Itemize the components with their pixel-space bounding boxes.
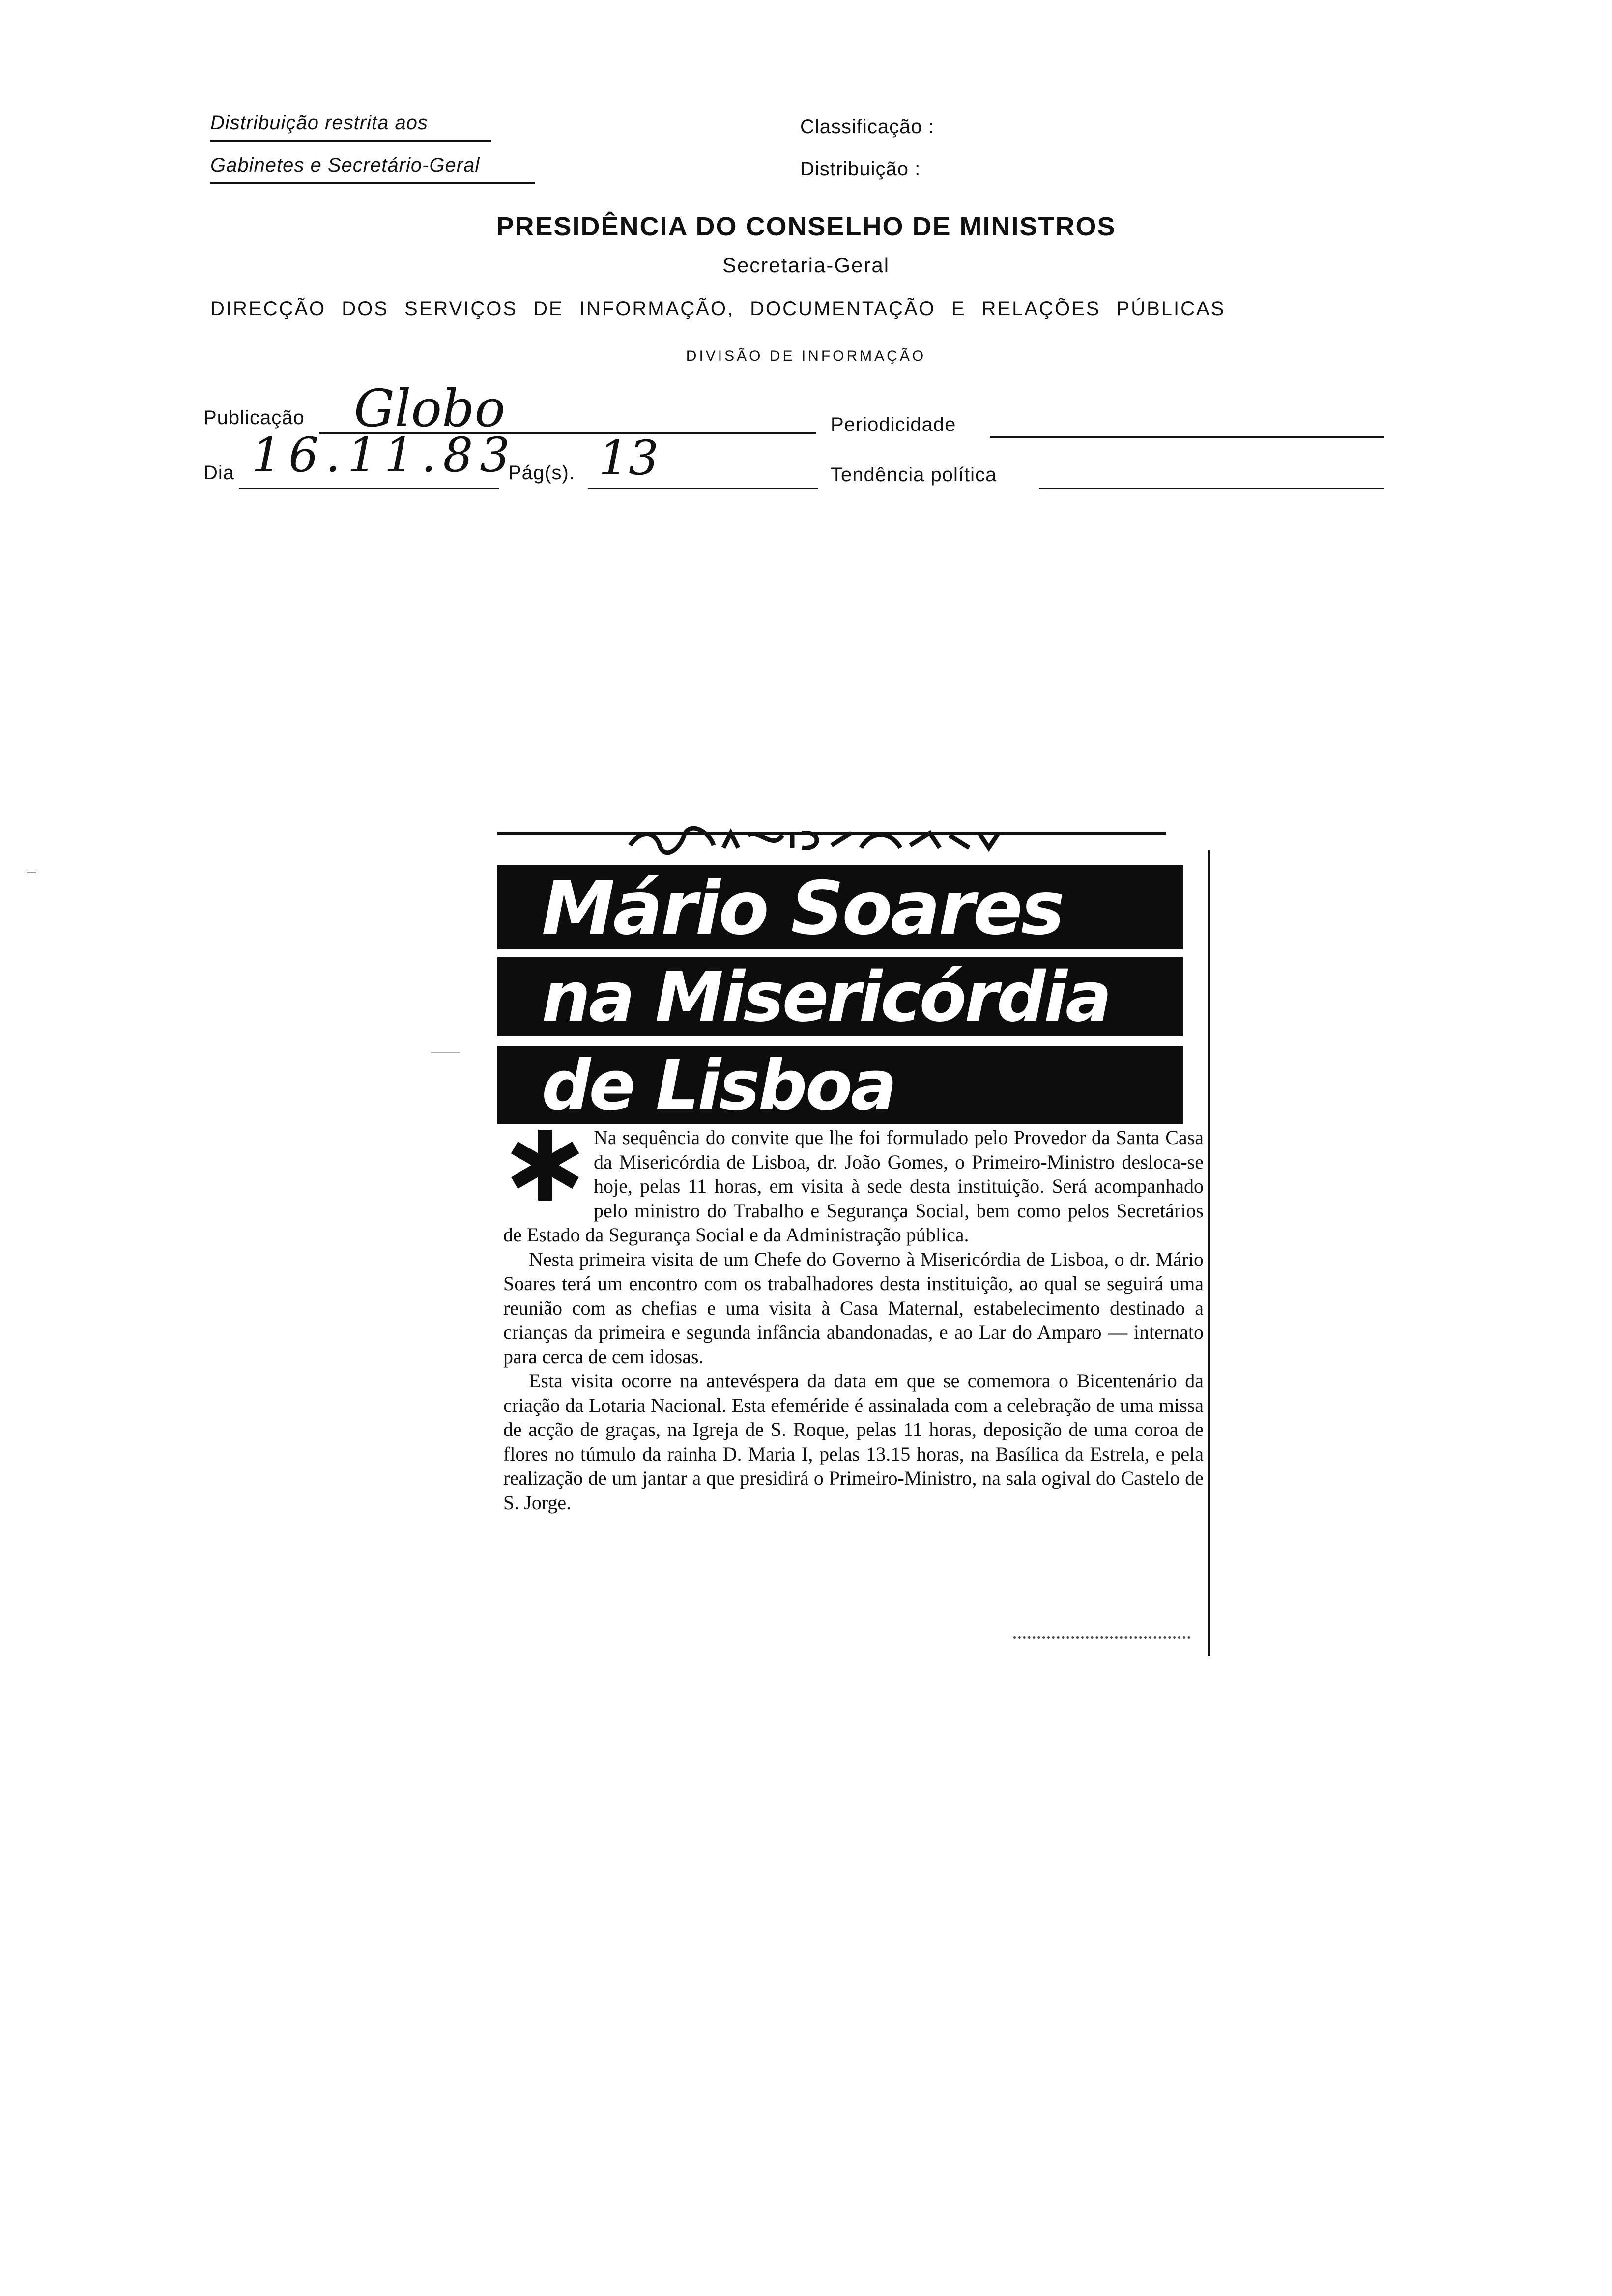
headline-line-2: na Misericórdia bbox=[542, 957, 1110, 1036]
headline-band-1 bbox=[497, 865, 1183, 949]
distribuicao-label: Distribuição : bbox=[800, 158, 921, 180]
divisao-informacao: DIVISÃO DE INFORMAÇÃO bbox=[686, 348, 926, 364]
pags-handwritten: 13 bbox=[599, 430, 659, 486]
org-title: PRESIDÊNCIA DO CONSELHO DE MINISTROS bbox=[496, 212, 1116, 241]
direccao-servicos: DIRECÇÃO DOS SERVIÇOS DE INFORMAÇÃO, DOCUMENTAÇÃO E RELAÇÕES PÚBLICAS bbox=[210, 298, 1226, 319]
publicacao-handwritten: Globo bbox=[354, 378, 506, 438]
tendencia-label: Tendência política bbox=[831, 464, 997, 486]
periodicidade-label: Periodicidade bbox=[831, 414, 956, 435]
tendencia-line bbox=[1039, 488, 1384, 489]
publicacao-label: Publicação bbox=[203, 407, 305, 429]
secretaria-geral: Secretaria-Geral bbox=[722, 254, 890, 277]
clipping-right-rule bbox=[1208, 850, 1210, 1656]
clipping-bottom-remnant bbox=[1013, 1636, 1190, 1639]
headline-line-1: Mário Soares bbox=[542, 866, 1063, 949]
pags-line bbox=[588, 488, 818, 489]
headline-band-3 bbox=[497, 1046, 1183, 1124]
article-paragraph-1: Na sequência do convite que lhe foi formulado pelo Provedor da Santa Casa da Misericórdia de Lisboa, dr. João Gomes, o Primeiro-Ministro desloca-se hoje, pelas 11 horas, em visita à sede desta instituição. Será acompanhado pelo ministro do Trabalho e Segurança Social, bem como pelos Secretários de Estado da Segurança Social e da Administração pública. bbox=[503, 1126, 1204, 1246]
article-paragraph-2: Nesta primeira visita de um Chefe do Governo à Misericórdia de Lisboa, o dr. Mário Soares terá um encontro com os trabalhadores desta instituição, ao qual se seguirá uma reunião com as chefias e uma visita à Casa Maternal, estabelecimento destinado a crianças da primeira e segunda infância abandonadas, e ao Lar do Amparo — internato para cerca de cem idosas. bbox=[503, 1248, 1204, 1368]
pags-label: Pág(s). bbox=[508, 462, 575, 484]
dia-label: Dia bbox=[203, 462, 235, 484]
periodicidade-line bbox=[990, 436, 1384, 438]
distribution-line-2: Gabinetes e Secretário-Geral bbox=[210, 154, 480, 176]
article-body bbox=[503, 1125, 1204, 1515]
article-paragraph-3: Esta visita ocorre na antevéspera da data em que se comemora o Bicentenário da criação da Lotaria Nacional. Esta efeméride é assinalada com a celebração de uma missa de acção de graças, na Igreja de S. Roque, pelas 11 horas, deposição de uma coroa de flores no túmulo da rainha D. Maria I, pelas 13.15 horas, na Basílica da Estrela, e pela realização de um jantar a que presidirá o Primeiro-Ministro, na sala ogival do Castelo de S. Jorge. bbox=[503, 1370, 1204, 1514]
headline-line-3: de Lisboa bbox=[542, 1046, 895, 1124]
scan-speck bbox=[27, 872, 36, 873]
headline-band-2 bbox=[497, 957, 1183, 1036]
dia-handwritten: 16.11.83 bbox=[252, 428, 517, 483]
dia-line bbox=[239, 488, 499, 489]
distribution-underline-2 bbox=[210, 182, 535, 184]
distribution-underline-1 bbox=[210, 140, 491, 142]
asterisk-icon bbox=[503, 1128, 587, 1202]
classificacao-label: Classificação : bbox=[800, 116, 934, 138]
distribution-line-1: Distribuição restrita aos bbox=[210, 112, 428, 134]
scan-speck bbox=[431, 1052, 460, 1053]
illegible-masthead-scribble bbox=[625, 826, 1048, 855]
newspaper-clipping bbox=[497, 826, 1210, 1651]
